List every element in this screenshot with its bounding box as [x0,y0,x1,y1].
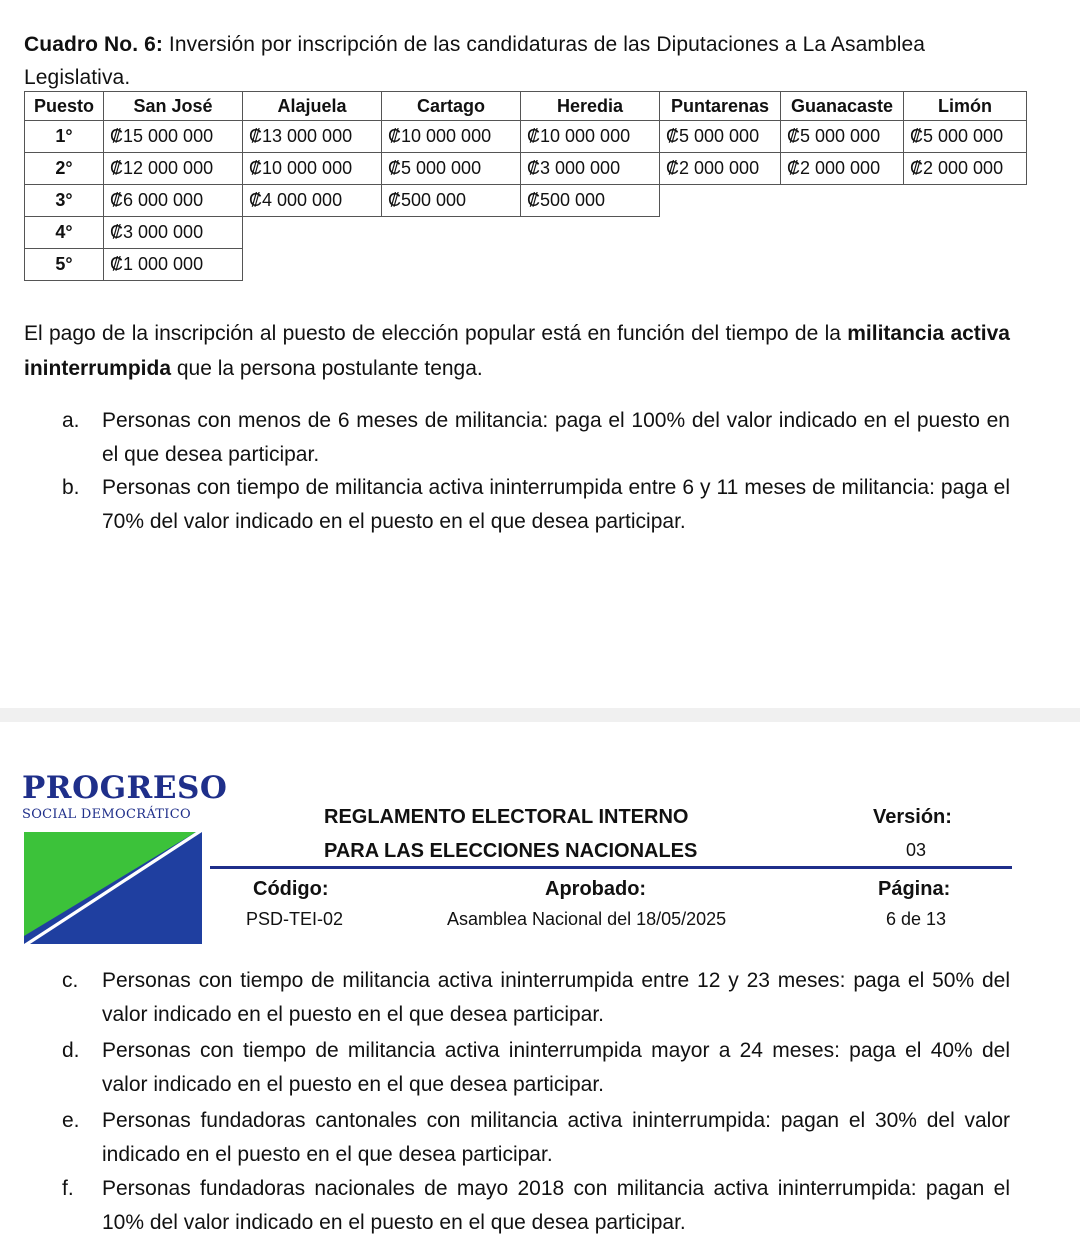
list-text: Personas con tiempo de militancia activa ininterrumpida entre 12 y 23 meses: paga el 50% del valor indicado en el puesto en el que desea participar. [102,969,1010,1026]
list-marker: e. [62,1109,80,1132]
table-caption [24,28,1024,94]
table-cell: ₡10 000 000 [243,153,382,185]
page-value: 6 de 13 [886,909,947,929]
logo-title: PROGRESO [22,770,228,806]
code-value: PSD-TEI-02 [246,909,344,929]
header-cell: Limón [904,92,1027,121]
intro-post: que la persona postulante tenga. [171,357,483,380]
approved-value: Asamblea Nacional del 18/05/2025 [447,909,727,929]
table-cell: 5° [25,249,104,281]
logo-subtitle: SOCIAL DEMOCRÁTICO [22,807,191,822]
list-item [62,1172,1010,1240]
doc-title-line-1: REGLAMENTO ELECTORAL INTERNO [324,806,689,828]
version-label: Versión: [873,806,952,828]
code-label: Código: [253,878,329,900]
table-cell: ₡5 000 000 [904,121,1027,153]
list-marker: f. [62,1177,74,1200]
table-cell: ₡5 000 000 [660,121,781,153]
header-cell: Cartago [382,92,521,121]
table-row [25,249,1027,281]
table-row [25,121,1027,153]
table-cell: ₡2 000 000 [781,153,904,185]
list-item [62,964,1010,1032]
table-row [25,217,1027,249]
empty-cell [660,185,1027,217]
caption-label: Cuadro No. 6: [24,33,163,56]
list-item [62,1034,1010,1102]
list-marker: c. [62,969,79,992]
caption-text: Inversión por inscripción de las candidaturas de las Diputaciones a La Asamblea Legislativa. [24,33,926,89]
header-cell: Puesto [25,92,104,121]
list-item [62,404,1010,472]
table-cell: ₡5 000 000 [382,153,521,185]
header-cell: Guanacaste [781,92,904,121]
table-row [25,153,1027,185]
list-item [62,1104,1010,1172]
table-cell: ₡6 000 000 [104,185,243,217]
table-cell: ₡2 000 000 [904,153,1027,185]
list-text: Personas con tiempo de militancia activa ininterrumpida mayor a 24 meses: paga el 40% del valor indicado en el puesto en el que desea participar. [102,1039,1010,1096]
header-cell: Alajuela [243,92,382,121]
table-header-row [25,92,1027,121]
table-cell: 1° [25,121,104,153]
investment-table [24,91,1027,281]
table-cell: 4° [25,217,104,249]
header-cell: Puntarenas [660,92,781,121]
table-cell: ₡1 000 000 [104,249,243,281]
doc-title-line-2: PARA LAS ELECCIONES NACIONALES [324,840,698,862]
list-item [62,471,1010,539]
table-cell: ₡12 000 000 [104,153,243,185]
page-break [0,708,1080,722]
intro-pre: El pago de la inscripción al puesto de elección popular está en función del tiempo de la [24,322,848,345]
table-cell: ₡13 000 000 [243,121,382,153]
approved-label: Aprobado: [545,878,647,900]
list-text: Personas fundadoras nacionales de mayo 2018 con militancia activa ininterrumpida: pagan el 10% del valor indicado en el puesto en el que desea participar. [102,1177,1010,1234]
header-divider [210,866,1012,869]
list-text: Personas con menos de 6 meses de militancia: paga el 100% del valor indicado en el puesto en el que desea participar. [102,409,1010,466]
table-cell: ₡15 000 000 [104,121,243,153]
list-text: Personas fundadoras cantonales con militancia activa ininterrumpida: pagan el 30% del valor indicado en el puesto en el que desea participar. [102,1109,1010,1166]
intro-paragraph [24,316,1010,386]
version-value: 03 [906,840,927,860]
table-cell: ₡10 000 000 [521,121,660,153]
party-flag-logo [24,832,202,944]
intro-bold: militancia activa ininterrumpida [24,322,1010,380]
list-marker: d. [62,1039,80,1062]
list-text: Personas con tiempo de militancia activa ininterrumpida entre 6 y 11 meses de militancia: paga el 70% del valor indicado en el puesto en el que desea participar. [102,476,1010,533]
empty-cell [243,217,1027,249]
table-cell: ₡5 000 000 [781,121,904,153]
table-cell: ₡4 000 000 [243,185,382,217]
page-label: Página: [878,878,951,900]
table-cell: ₡3 000 000 [521,153,660,185]
table-cell: ₡500 000 [382,185,521,217]
table-cell: ₡10 000 000 [382,121,521,153]
list-marker: a. [62,409,80,432]
header-cell: Heredia [521,92,660,121]
list-marker: b. [62,476,80,499]
table-cell: 3° [25,185,104,217]
table-cell: ₡2 000 000 [660,153,781,185]
empty-cell [243,249,1027,281]
table-row [25,185,1027,217]
table-cell: ₡500 000 [521,185,660,217]
table-cell: ₡3 000 000 [104,217,243,249]
table-cell: 2° [25,153,104,185]
header-cell: San José [104,92,243,121]
